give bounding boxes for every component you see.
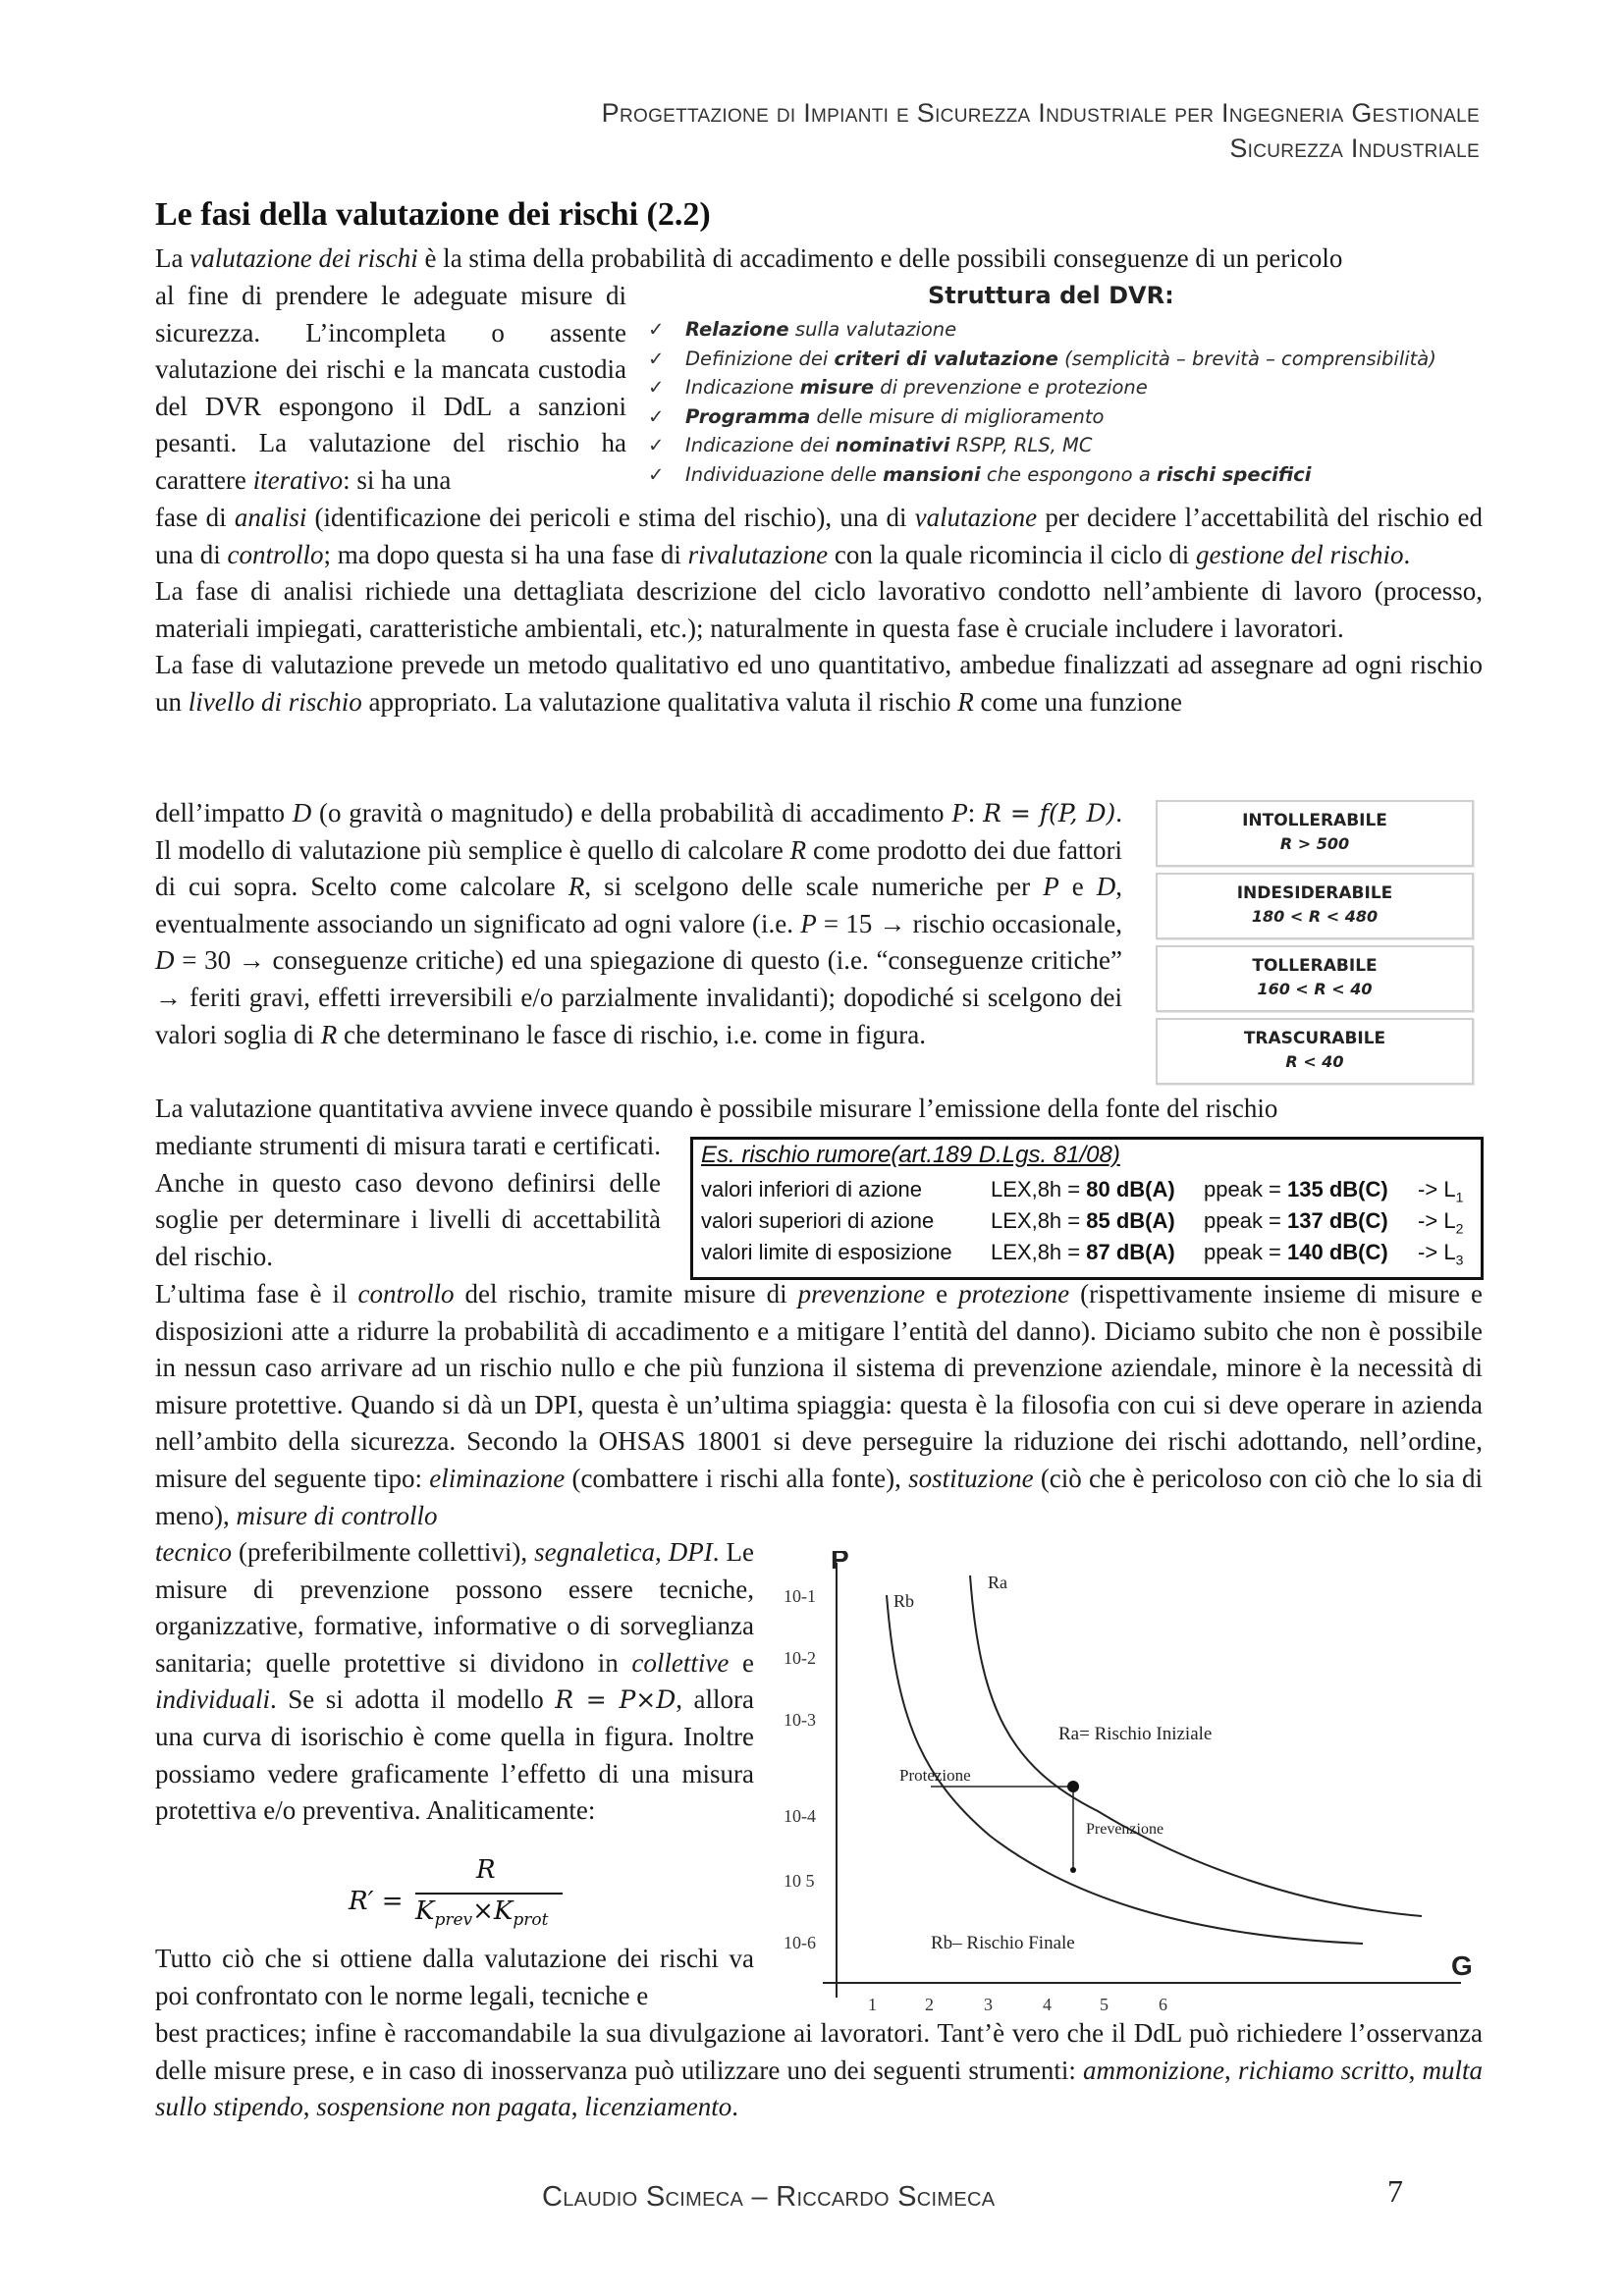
x-tick-label: 2 <box>925 1995 934 2014</box>
page-footer-authors: Claudio Scimeca – Riccardo Scimeca <box>542 2181 996 2213</box>
table-row: valori limite di esposizione LEX,8h = 87 dB(A) ppeak = 140 dB(C) -> $L_3$ <box>701 1240 1464 1268</box>
running-header-line1: Progettazione di Impianti e Sicurezza Industriale per Ingegneria Gestionale <box>601 98 1480 128</box>
paragraph-quantitative-first-line: La valutazione quantitativa avviene invece quando è possibile misurare l’emissione della fonte del rischio <box>155 1094 1278 1123</box>
dvr-item: ✓ Indicazione dei nominativi RSPP, RLS, MC <box>648 431 1483 460</box>
y-axis-label: P <box>831 1551 849 1575</box>
paragraph-1-narrow: al fine di prendere le adeguate misure di sicurezza. L’incompleta o assente valutazione dei rischi e la mancata custodia del DVR espongono il DdL a sanzioni pesanti. La valutazione del rischio ha carattere iterativo: si ha una <box>155 281 626 495</box>
risk-band-intollerabile: INTOLLERABILE R > 500 <box>1156 800 1474 867</box>
paragraph-measures: tecnico (preferibilmente collettivi), segnaletica, DPI. Le misure di prevenzione possono essere tecniche, organizzative, formative, informative o di sorveglianza sanitaria; quelle protettive si dividono in collettive e individuali. Se si adotta il modello R = P×D, allora una curva di isorischio è come quella in figura. Inoltre possiamo vedere graficamente l’effetto di una misura protettiva e/o preventiva. Analiticamente: <box>155 1537 755 1826</box>
noise-table-title: Es. rischio rumore(art.189 D.Lgs. 81/08) <box>701 1142 1120 1168</box>
paragraph-control: L’ultima fase è il controllo del rischio, tramite misure di prevenzione e protezione (rispettivamente insieme di misure e disposizioni atte a ridurre la probabilità di accadimento e a mitigare l’entità del danno). Diciamo subito che non è possibile in nessun caso arrivare ad un rischio nullo e che più funziona il sistema di prevenzione aziendale, minore è la necessità di misure protettive. Quando si dà un DPI, questa è un’ultima spiaggia: questa è la filosofia con cui si deve operare in azienda nell’ambito della sicurezza. Secondo la OHSAS 18001 si deve perseguire la riduzione dei rischi adottando, nell’ordine, misure del seguente tipo: eliminazione (combattere i rischi alla fonte), sostituzione (ciò che è pericoloso con ciò che lo sia di meno), misure di controllo <box>155 1279 1484 1530</box>
y-tick-label: 10-3 <box>784 1710 816 1730</box>
series-label-ra: Ra= Rischio Iniziale <box>1058 1724 1213 1744</box>
curve-name: Ra <box>988 1573 1007 1592</box>
risk-band-indesiderabile: INDESIDERABILE 180 < R < 480 <box>1156 873 1474 939</box>
initial-risk-point <box>1067 1781 1079 1792</box>
check-icon: ✓ <box>648 404 665 428</box>
y-tick-label: 10 5 <box>784 1871 815 1891</box>
x-tick-label: 3 <box>984 1995 993 2014</box>
curve-name: Rb <box>893 1591 915 1611</box>
series-label-rb: Rb– Rischio Finale <box>931 1933 1075 1953</box>
isorisk-chart <box>774 1551 1481 2017</box>
x-tick-label: 5 <box>1100 1995 1109 2014</box>
annotation-prevenzione: Prevenzione <box>1086 1821 1164 1838</box>
y-tick-label: 10-1 <box>784 1586 816 1606</box>
paragraph-final-narrow: Tutto ciò che si ottiene dalla valutazione dei rischi va poi confrontato con le norme legali, tecniche e <box>155 1944 754 2010</box>
paragraph-final: best practices; infine è raccomandabile la sua divulgazione ai lavoratori. Tant’è vero che il DdL può richiedere l’osservanza delle misure prese, e in caso di inosservanza può utilizzare uno dei seguenti strumenti: ammonizione, richiamo scritto, multa sullo stipendo, sospensione non pagata, licenziamento. <box>155 2018 1484 2122</box>
risk-band-tollerabile: TOLLERABILE 160 < R < 40 <box>1156 945 1474 1012</box>
check-icon: ✓ <box>648 462 665 486</box>
dvr-structure-box <box>648 282 1483 489</box>
annotation-protezione: Protezione <box>899 1766 971 1785</box>
table-row: valori inferiori di azione LEX,8h = 80 dB(A) ppeak = 135 dB(C) -> $L_1$ <box>701 1177 1464 1205</box>
running-header-line2: Sicurezza Industriale <box>1229 133 1480 163</box>
table-row: valori superiori di azione LEX,8h = 85 dB(A) ppeak = 137 dB(C) -> $L_2$ <box>701 1208 1464 1237</box>
dvr-item: ✓ Definizione dei criteri di valutazione (semplicità – brevità – comprensibilità) <box>648 345 1483 374</box>
dvr-heading: Struttura del DVR: <box>928 282 1174 309</box>
y-tick-label: 10-4 <box>784 1806 816 1826</box>
y-tick-label: 10-2 <box>784 1648 816 1668</box>
check-icon: ✓ <box>648 347 665 370</box>
paragraph-1-continued: fase di analisi (identificazione dei pericoli e stima del rischio), una di valutazione per decidere l’accettabilità del rischio ed una di controllo; ma dopo questa si ha una fase di rivalutazione con la quale ricomincia il ciclo di gestione del rischio. La fase di analisi richiede una dettagliata descrizione del ciclo lavorativo condotto nell’ambiente di lavoro (processo, materiali impiegati, caratteristiche ambientali, etc.); naturalmente in questa fase è cruciale includere i lavoratori. La fase di valutazione prevede un metodo qualitativo ed uno quantitativo, ambedue finalizzati ad assegnare ad ogni rischio un livello di rischio appropriato. La valutazione qualitativa valuta il rischio R come una funzione <box>155 503 1483 717</box>
dvr-item: ✓ Individuazione delle mansioni che espongono a rischi specifici <box>648 460 1483 490</box>
curve-ra <box>970 1575 1422 1916</box>
check-icon: ✓ <box>648 318 665 341</box>
dvr-item: ✓ Programma delle misure di miglioramento <box>648 402 1483 432</box>
check-icon: ✓ <box>648 376 665 399</box>
x-axis-label: G <box>1451 1950 1473 1981</box>
dvr-item: ✓ Indicazione misure di prevenzione e protezione <box>648 373 1483 402</box>
risk-band-trascurabile: TRASCURABILE R < 40 <box>1156 1018 1474 1085</box>
reduced-risk-point <box>1070 1867 1076 1873</box>
y-tick-label: 10-6 <box>784 1933 816 1952</box>
dvr-item: ✓ Relazione sulla valutazione <box>648 315 1483 345</box>
x-tick-label: 6 <box>1159 1995 1167 2014</box>
noise-risk-table <box>690 1137 1484 1280</box>
paragraph-qualitative: dell’impatto D (o gravità o magnitudo) e della probabilità di accadimento P: R = f(P, D). Il modello di valutazione più semplice è quello di calcolare R come prodotto dei due fattori di cui sopra. Scelto come calcolare R, si scelgono delle scale numeriche per P e D, eventualmente associando un significato ad ogni valore (i.e. P = 15 → rischio occasionale, D = 30 → conseguenze critiche) ed una spiegazione di questo (i.e. “conseguenze critiche” → feriti gravi, effetti irreversibili e/o parzialmente invalidanti); dopodiché si scelgono dei valori soglia di R che determinano le fasce di rischio, i.e. come in figura. <box>155 798 1123 1049</box>
paragraph-1-first-line: La valutazione dei rischi è la stima della probabilità di accadimento e delle possibili conseguenze di un pericolo <box>155 243 1343 273</box>
x-tick-label: 1 <box>868 1995 877 2014</box>
section-title: Le fasi della valutazione dei rischi (2.2) <box>155 196 711 233</box>
paragraph-quantitative-narrow: mediante strumenti di misura tarati e certificati. Anche in questo caso devono definirsi delle soglie per determinare i livelli di accettabilità del rischio. <box>155 1131 661 1271</box>
x-tick-label: 4 <box>1043 1995 1052 2014</box>
check-icon: ✓ <box>648 434 665 456</box>
page-number: 7 <box>1387 2173 1403 2209</box>
